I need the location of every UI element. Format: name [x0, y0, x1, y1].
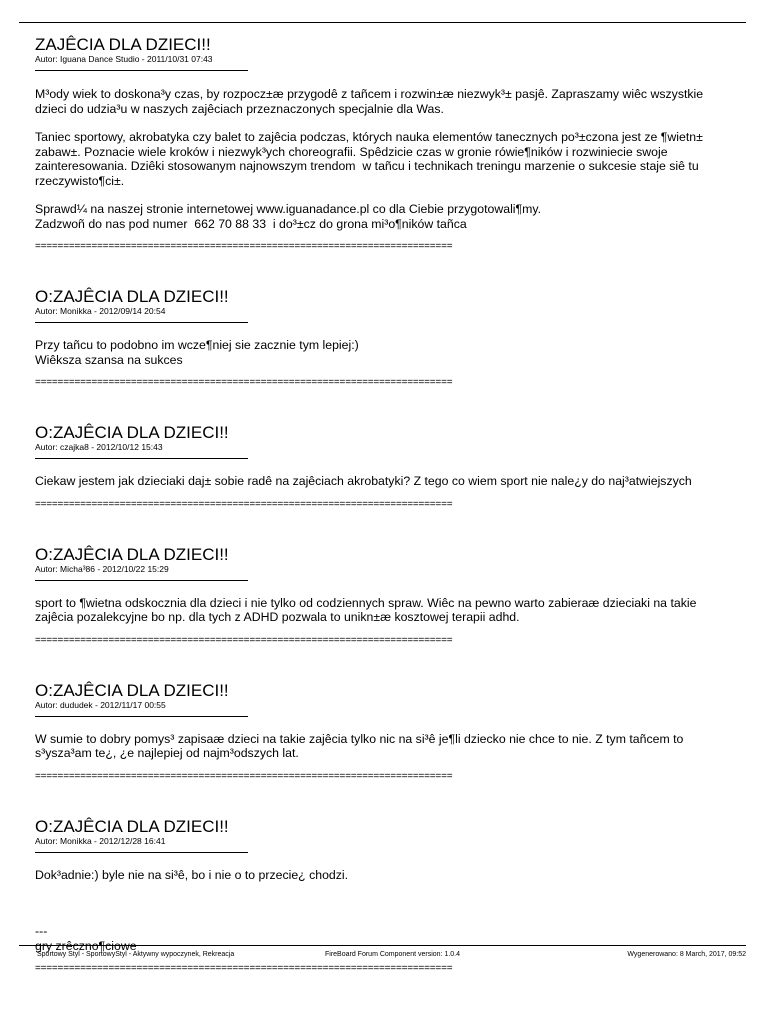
- post-separator: ==========================================================================: [35, 963, 453, 974]
- post: [35, 423, 735, 511]
- post-body: [35, 474, 735, 489]
- footer-rule: [19, 945, 746, 946]
- meta-divider: [35, 70, 248, 71]
- meta-divider: [35, 458, 248, 459]
- meta-divider: [35, 580, 248, 581]
- post-separator: ==========================================================================: [35, 377, 453, 388]
- post-body: [35, 87, 735, 231]
- signature-spacer: [35, 896, 735, 924]
- post-title: O:ZAJÊCIA DLA DZIECI!!: [35, 287, 229, 306]
- post-author-date: Autor: Micha³86 - 2012/10/22 15:29: [35, 563, 169, 574]
- post-title: O:ZAJÊCIA DLA DZIECI!!: [35, 816, 229, 836]
- post-author-date: Autor: Iguana Dance Studio - 2011/10/31 07:43: [35, 54, 213, 64]
- post: [35, 287, 735, 389]
- meta-divider: [35, 852, 248, 853]
- post-body: [35, 338, 735, 367]
- post-author-date: Autor: Monikka - 2012/12/28 16:41: [35, 835, 166, 846]
- post-separator: ==========================================================================: [35, 634, 453, 646]
- meta-divider: [35, 716, 248, 717]
- post-paragraph: W sumie to dobry pomys³ zapisaæ dzieci na takie zajêcia tylko nic na si³ê je¶li dziecko nie chce to nie. Z tym tañcem to s³ysza³am te¿, ¿e najlepiej od najm³odszych lat.: [35, 731, 687, 760]
- post-paragraph: Sprawd¼ na naszej stronie internetowej www.iguanadance.pl co dla Ciebie przygotowali¶my. Zadzwoñ do nas pod numer 662 70 88 33 i do³±cz do grona mi³o¶ników tañca: [35, 202, 542, 231]
- post-body: [35, 732, 735, 761]
- post-paragraph: Przy tañcu to podobno im wcze¶niej sie zacznie tym lepiej:) Wiêksza szansa na sukces: [35, 338, 359, 367]
- post-body: [35, 596, 735, 625]
- post-author-date: Autor: dududek - 2012/11/17 00:55: [35, 699, 166, 710]
- meta-divider: [35, 322, 248, 323]
- post-title: O:ZAJÊCIA DLA DZIECI!!: [35, 544, 229, 564]
- footer-component-version: FireBoard Forum Component version: 1.0.4: [325, 951, 461, 958]
- post: [35, 681, 735, 783]
- post-paragraph: sport to ¶wietna odskocznia dla dzieci i nie tylko od codziennych spraw. Wiêc na pewno warto zabieraæ dzieciaki na takie zajêcia pozalekcyjne bo np. dla tych z ADHD pozwala to unikn±æ kosztowej terapii adhd.: [35, 595, 700, 624]
- post-title: O:ZAJÊCIA DLA DZIECI!!: [35, 423, 229, 442]
- post-separator: ==========================================================================: [35, 498, 453, 510]
- post-author-date: Autor: czajka8 - 2012/10/12 15:43: [35, 442, 163, 452]
- forum-thread: [35, 35, 735, 1009]
- post-title: O:ZAJÊCIA DLA DZIECI!!: [35, 680, 229, 700]
- post-body: [35, 868, 735, 954]
- footer-generated-date: Wygenerowano: 8 March, 2017, 09:52: [627, 951, 746, 958]
- post-paragraph: Taniec sportowy, akrobatyka czy balet to zajêcia podczas, których nauka elementów tanecznych po³±czona jest ze ¶wietn± zabaw±. Poznacie wiele kroków i niezwyk³ych choreografii. Spêdzicie czas w gronie rówie¶ników i rozwiniecie swoje zainteresowania. Dziêki stosowanym najnowszym trendom w tañcu i technikach treningu marzenie o sukcesie staje siê tu rzeczywisto¶ci±.: [35, 130, 707, 188]
- post-separator: ==========================================================================: [35, 770, 453, 782]
- post-paragraph: Dok³adnie:) byle nie na si³ê, bo i nie o to przecie¿ chodzi.: [35, 867, 349, 882]
- post: [35, 545, 735, 647]
- post-title: ZAJÊCIA DLA DZIECI!!: [35, 35, 211, 54]
- top-rule: [19, 22, 746, 23]
- post-signature: --- gry zrêczno¶ciowe: [35, 924, 137, 953]
- post-paragraph: Ciekaw jestem jak dzieciaki daj± sobie radê na zajêciach akrobatyki? Z tego co wiem sport nie nale¿y do naj³atwiejszych: [35, 474, 692, 488]
- post: [35, 35, 735, 253]
- post-separator: ==========================================================================: [35, 241, 453, 252]
- post-paragraph: M³ody wiek to doskona³y czas, by rozpocz±æ przygodê z tañcem i rozwin±æ niezwyk³± pasjê. Zapraszamy wiêc wszystkie dzieci do udzia³u w naszych zajêciach przeznaczonych specjalnie dla Was.: [35, 87, 707, 116]
- footer-site-name: Sportowy Styl - SportowyStyl - Aktywny wypoczynek, Rekreacja: [37, 951, 235, 958]
- post-author-date: Autor: Monikka - 2012/09/14 20:54: [35, 306, 166, 316]
